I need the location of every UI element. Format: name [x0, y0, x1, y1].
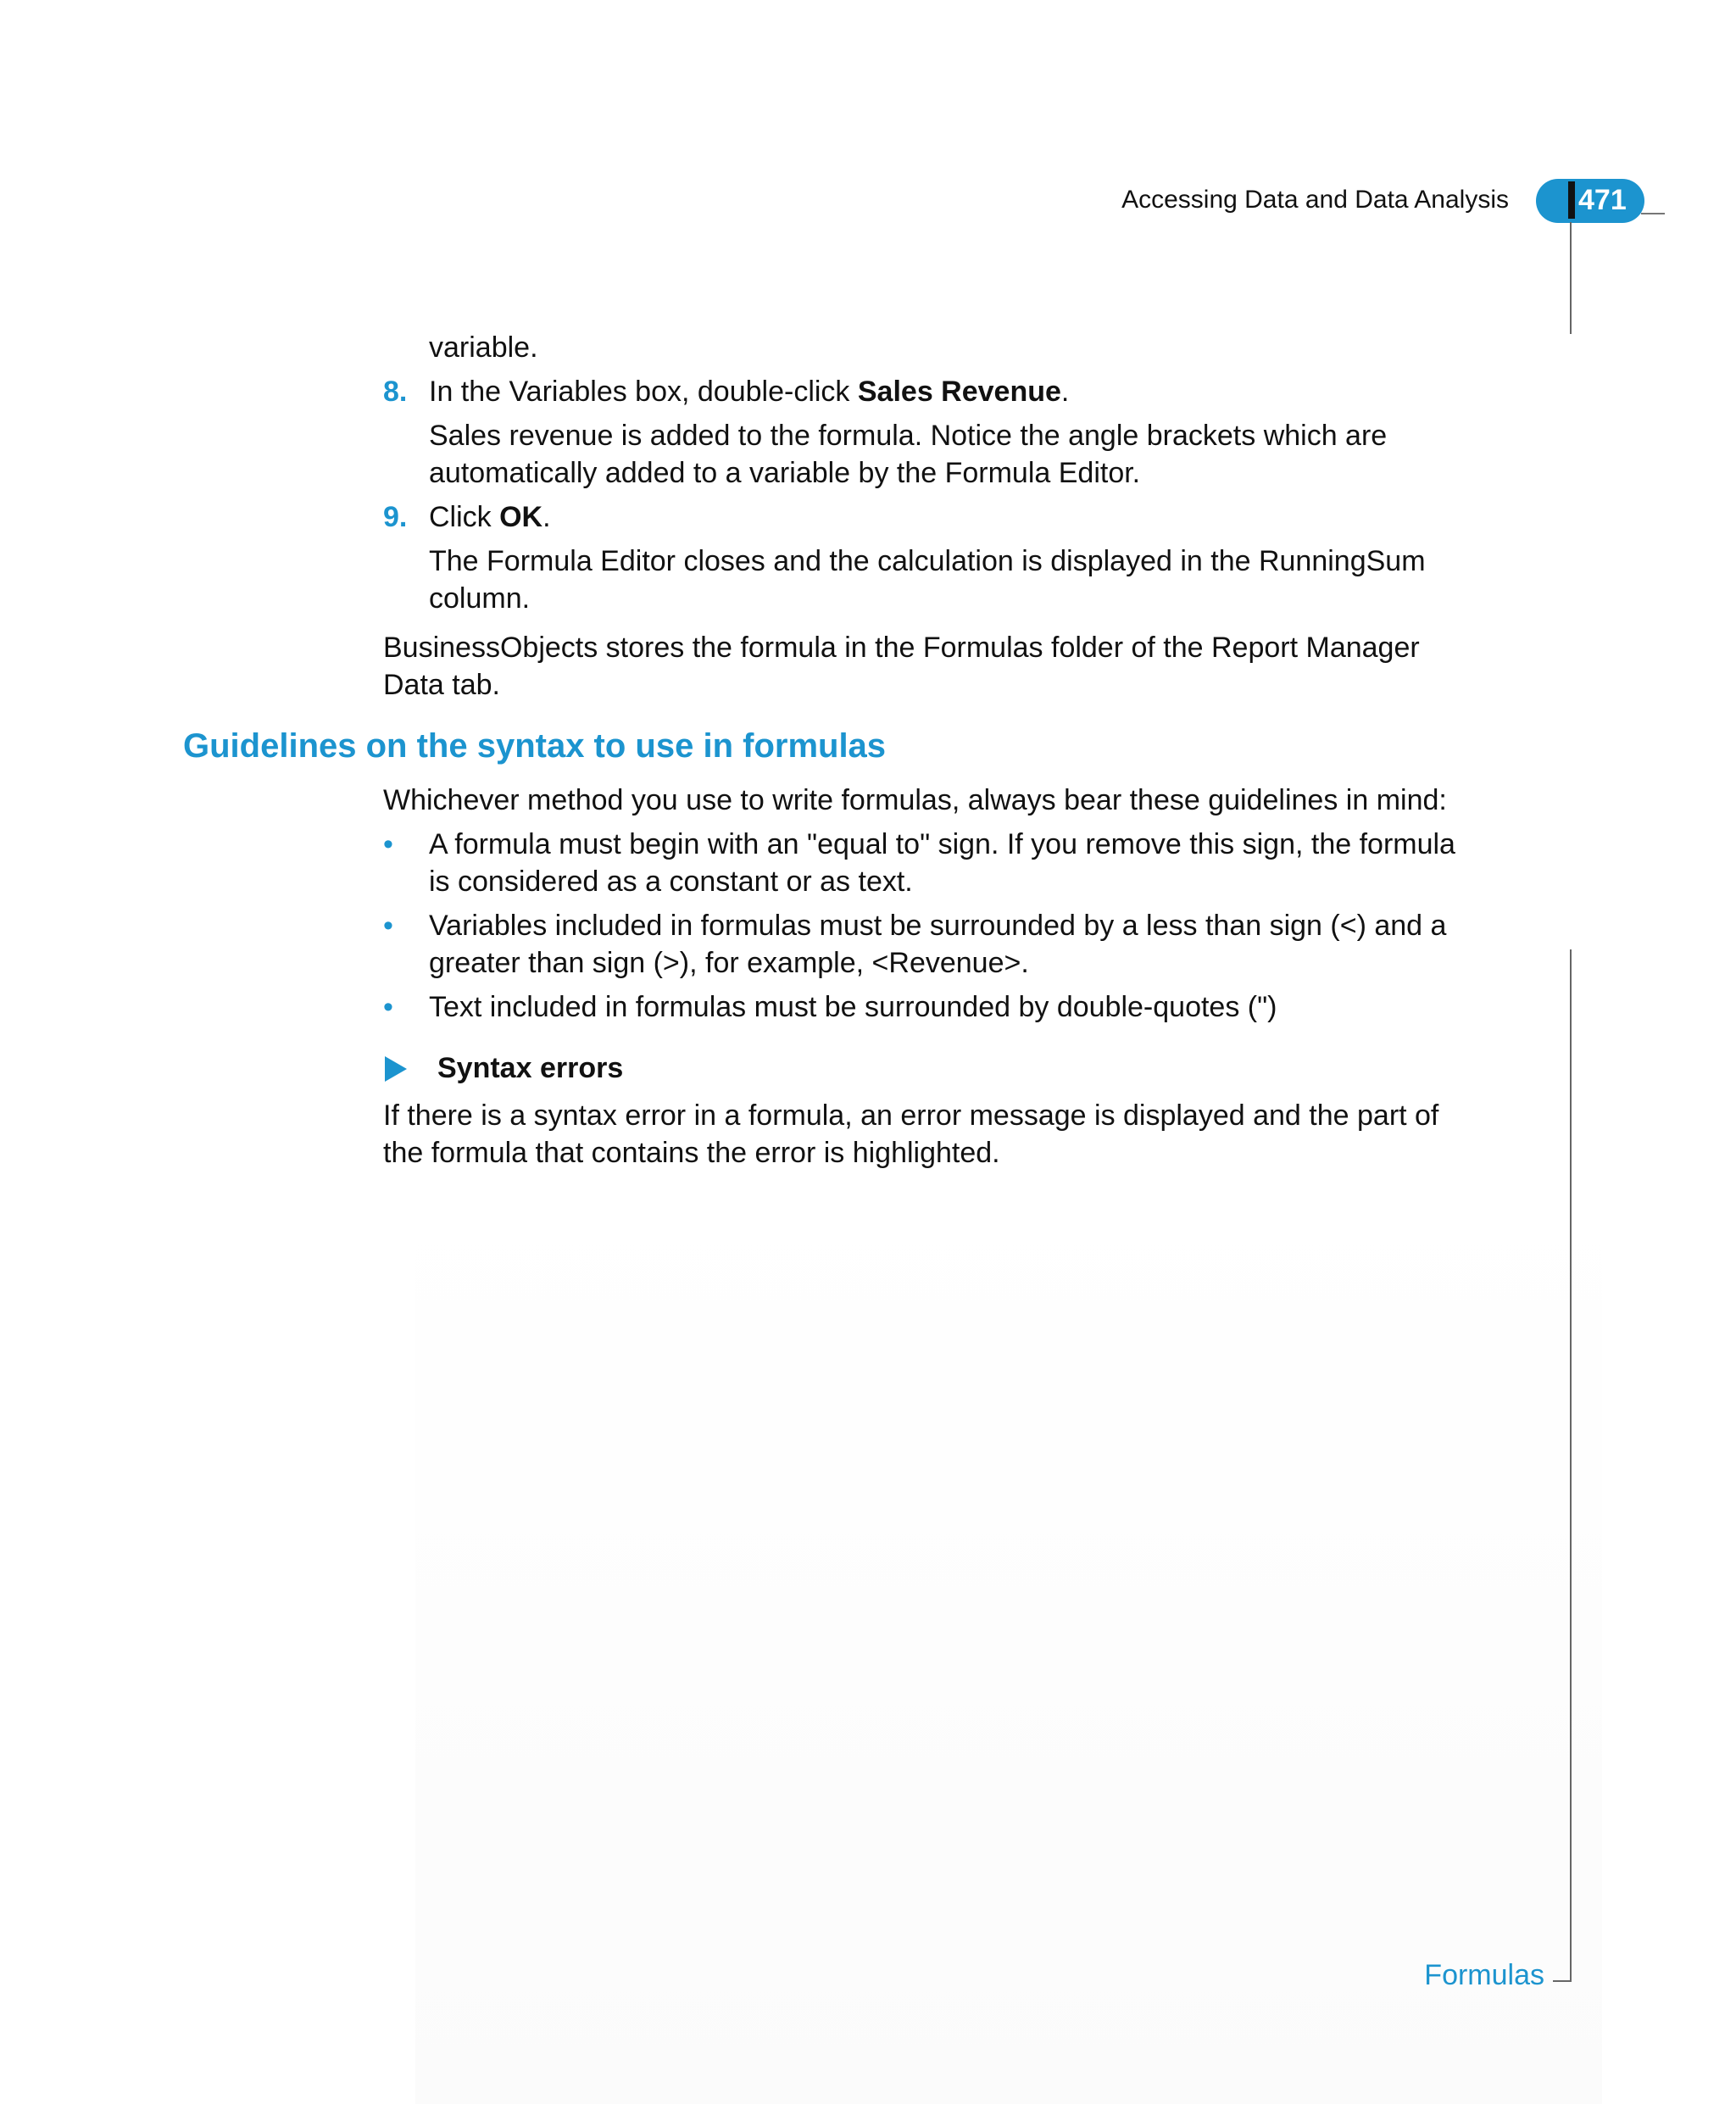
bullet-icon: • [383, 991, 393, 1023]
header-rule [1641, 213, 1665, 214]
running-header-title: Accessing Data and Data Analysis [1121, 186, 1509, 214]
page-number: 471 [1578, 184, 1627, 216]
step-9-result: The Formula Editor closes and the calculation is displayed in the RunningSum column. [429, 545, 1426, 615]
step-punct: . [542, 501, 551, 533]
step-text: In the Variables box, double-click [429, 376, 858, 408]
syntax-errors-subhead [383, 1049, 1468, 1087]
step-number: 8. [383, 376, 408, 408]
step-8-result: Sales revenue is added to the formula. Notice the angle brackets which are automatically added to a variable by the Formula Editor. [429, 420, 1388, 489]
bullet-item [383, 988, 1468, 1026]
margin-rule-top [1570, 222, 1572, 334]
step-8 [383, 373, 1468, 410]
triangle-right-icon [385, 1056, 407, 1082]
step-text: Click [429, 501, 500, 533]
bullet-text: A formula must begin with an "equal to" sign. If you remove this sign, the formula is considered as a constant or as text. [429, 828, 1455, 898]
section-intro: Whichever method you use to write formulas, always bear these guidelines in mind: [383, 784, 1447, 816]
subhead-text: Syntax errors [437, 1052, 624, 1084]
margin-rule-bottom [1570, 949, 1572, 1982]
page-tab-marker [1568, 181, 1575, 219]
bullet-item [383, 907, 1468, 982]
bullet-icon: • [383, 910, 393, 942]
step-9 [383, 498, 1468, 536]
running-footer-label: Formulas [1424, 1959, 1544, 1991]
storage-paragraph: BusinessObjects stores the formula in the Formulas folder of the Report Manager Data tab. [383, 632, 1420, 701]
guidelines-section [383, 782, 1468, 1172]
step-punct: . [1060, 376, 1070, 408]
bullet-text: Variables included in formulas must be surrounded by a less than sign (<) and a greater than sign (>), for example, <Revenue>. [429, 910, 1447, 979]
step-bold-term: Sales Revenue [857, 376, 1061, 408]
bullet-item [383, 826, 1468, 900]
bullet-text: Text included in formulas must be surrounded by double-quotes (") [429, 991, 1277, 1023]
syntax-error-paragraph: If there is a syntax error in a formula, an error message is displayed and the part of the formula that contains the error is highlighted. [383, 1099, 1439, 1169]
step-bold-term: OK [499, 501, 543, 533]
step-number: 9. [383, 501, 408, 533]
bullet-icon: • [383, 828, 393, 860]
margin-rule-foot [1553, 1980, 1572, 1982]
section-heading: Guidelines on the syntax to use in formulas [183, 727, 887, 765]
step-continuation: variable. [429, 331, 538, 364]
procedure-steps [383, 329, 1468, 704]
